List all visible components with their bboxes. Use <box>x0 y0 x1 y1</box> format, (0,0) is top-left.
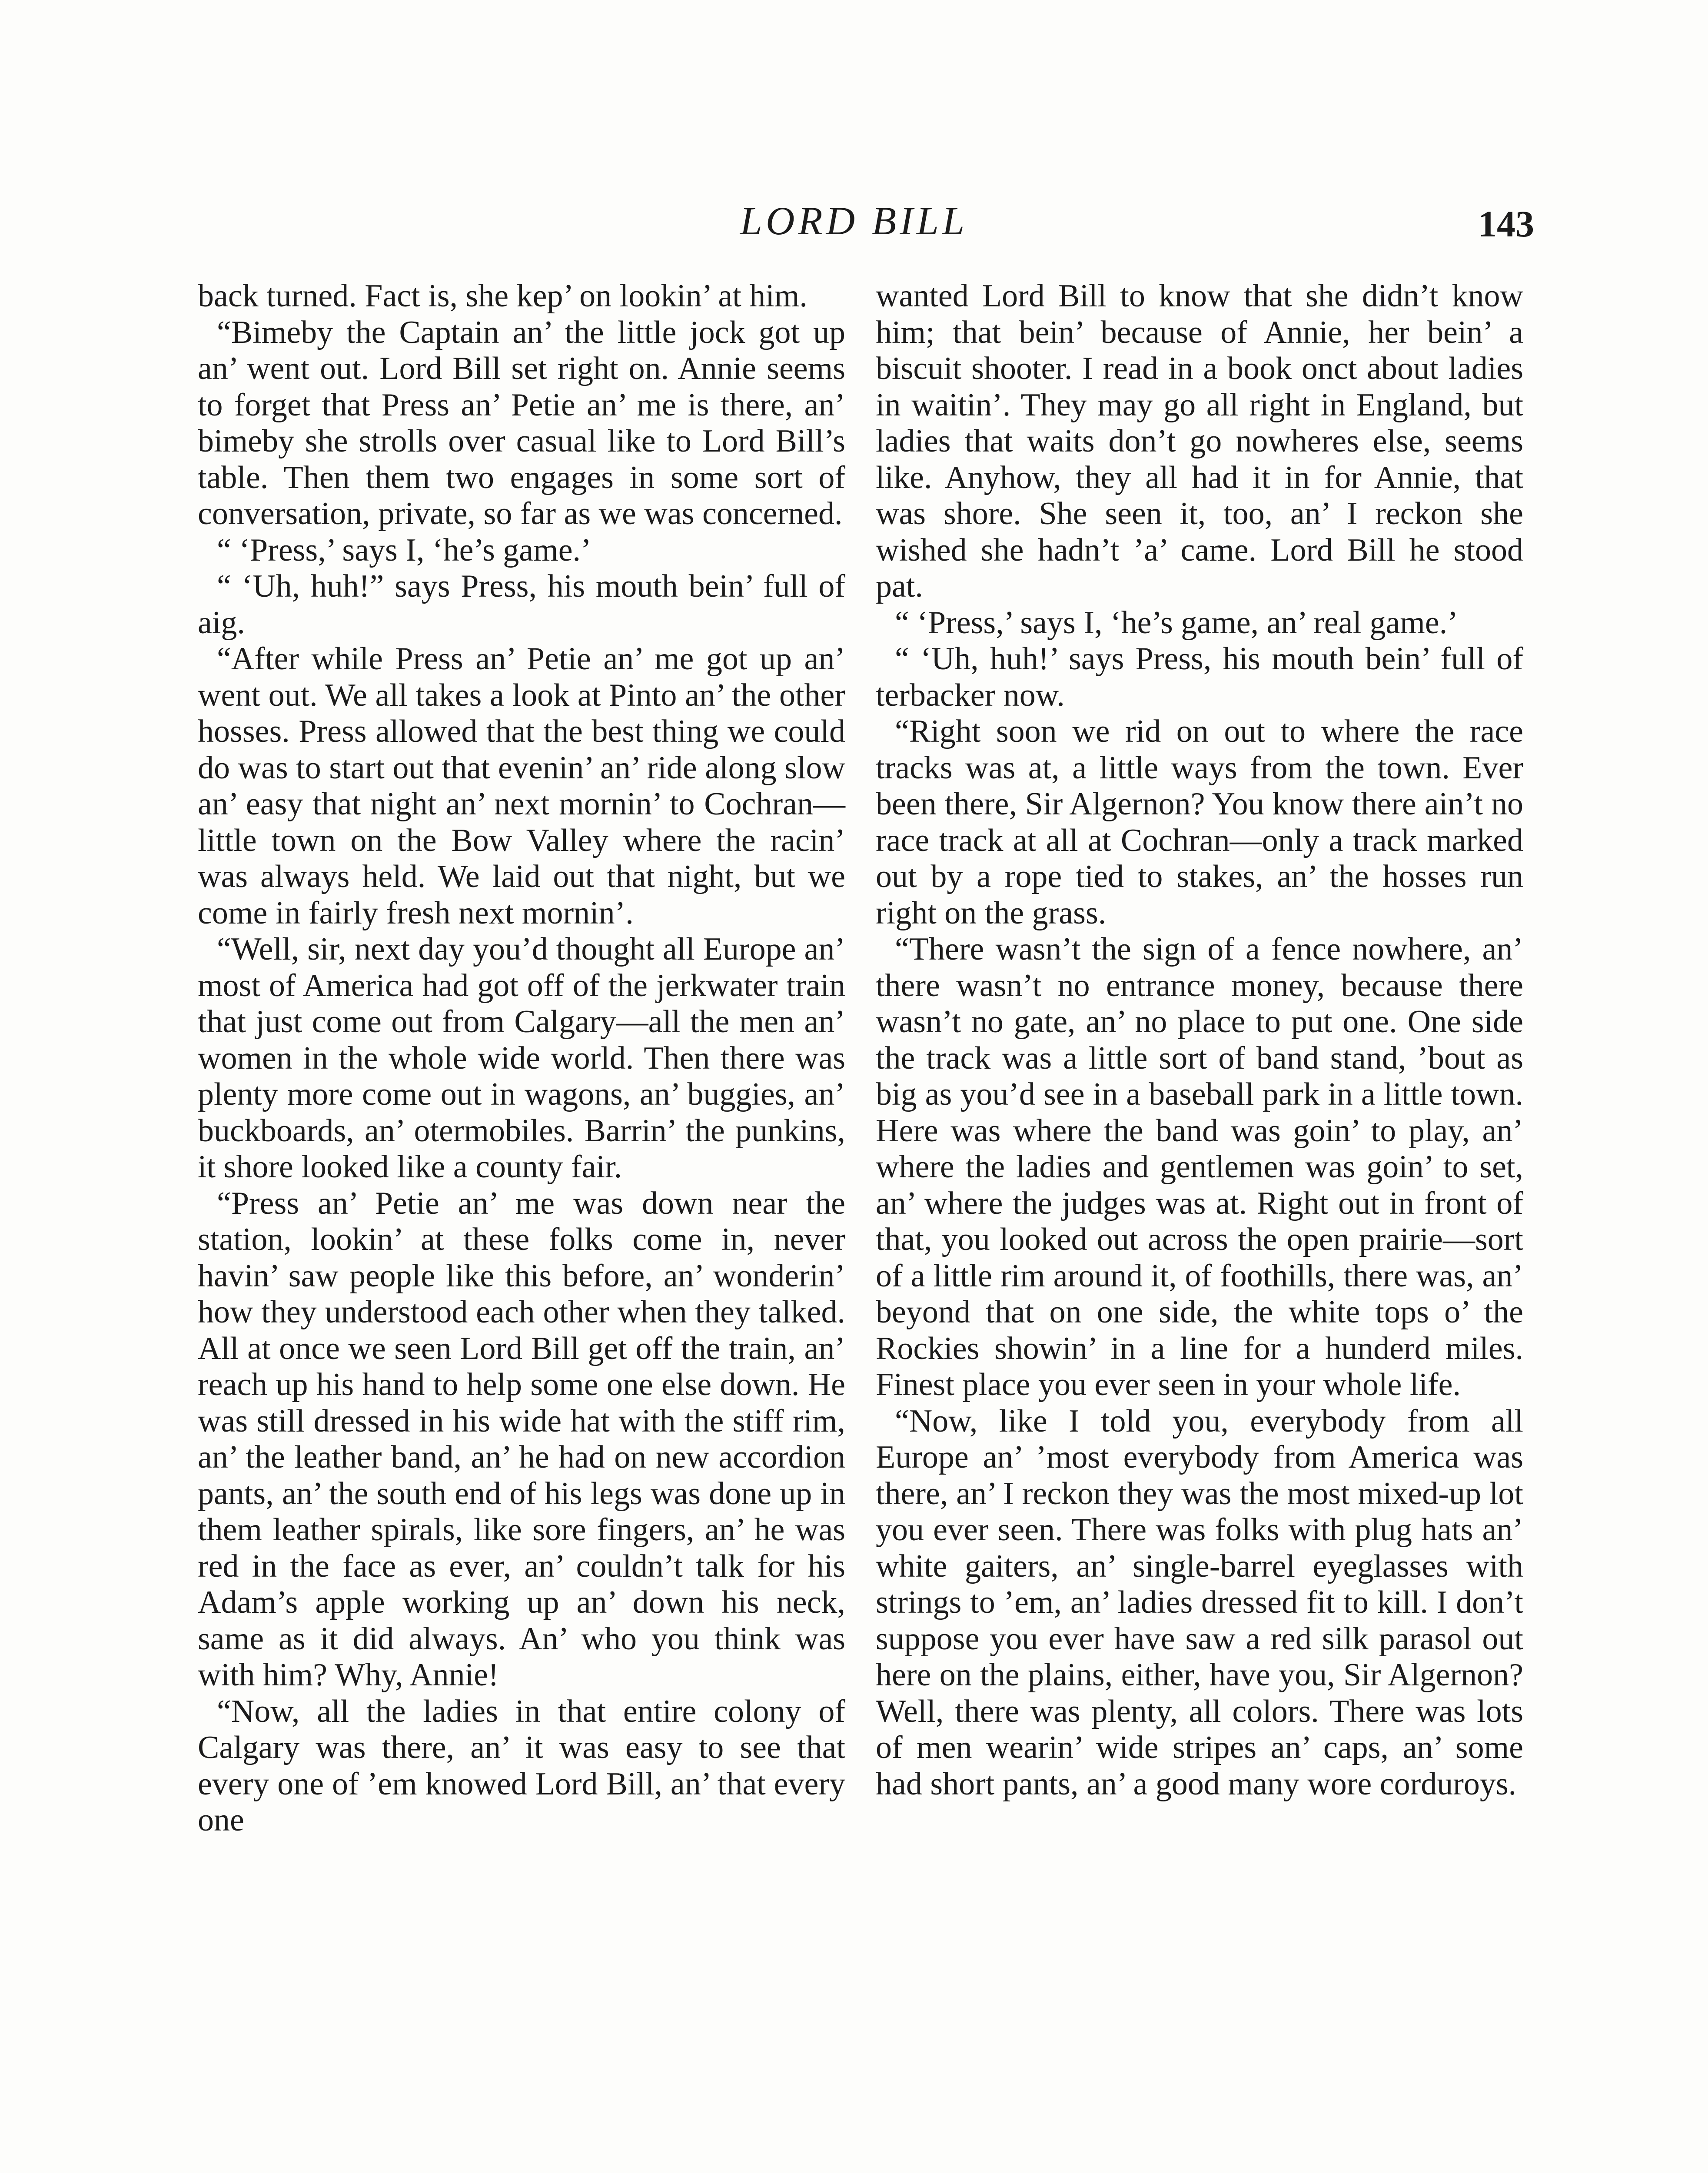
paragraph: “Right soon we rid on out to where the race tracks was at, a little ways from the town. Ever been there, Sir Algernon? You know there ain’t no race track at all at Cochran—only a track marked out by a rope tied to stakes, an’ the hosses run right on the grass. <box>876 714 1523 931</box>
paragraph: “ ‘Press,’ says I, ‘he’s game.’ <box>217 532 591 568</box>
paragraph: “After while Press an’ Petie an’ me got up an’ went out. We all takes a look at Pinto an’ the other hosses. Press allowed that the best thing we could do was to start out that evenin’ an’ ride along slow an’ easy that night an’ next mornin’ to Cochran—little town on the Bow Valley where the racin’ was always held. We laid out that night, but we come in fairly fresh next mornin’. <box>198 641 845 931</box>
right-column <box>876 278 1523 1802</box>
paragraph: wanted Lord Bill to know that she didn’t know him; that bein’ because of Annie, her bein’ a biscuit shooter. I read in a book onct about ladies in waitin’. They may go all right in England, but ladies that waits don’t go nowheres else, seems like. Anyhow, they all had it in for Annie, that was shore. She seen it, too, an’ I reckon she wished she hadn’t ’a’ came. Lord Bill he stood pat. <box>876 278 1523 604</box>
page-number: 143 <box>1478 203 1534 245</box>
paragraph: “ ‘Press,’ says I, ‘he’s game, an’ real game.’ <box>895 605 1458 641</box>
paragraph: “Now, like I told you, everybody from all Europe an’ ’most everybody from America was there, an’ I reckon they was the most mixed-up lot you ever seen. There was folks with plug hats an’ white gaiters, an’ single-barrel eyeglasses with strings to ’em, an’ ladies dressed fit to kill. I don’t suppose you ever have saw a red silk parasol out here on the plains, either, have you, Sir Algernon? Well, there was plenty, all colors. There was lots of men wearin’ wide stripes an’ caps, an’ some had short pants, an’ a good many wore corduroys. <box>876 1403 1523 1802</box>
paragraph: “There wasn’t the sign of a fence nowhere, an’ there wasn’t no entrance money, because there wasn’t no gate, an’ no place to put one. One side the track was a little sort of band stand, ’bout as big as you’d see in a baseball park in a little town. Here was where the band was goin’ to play, an’ where the ladies and gentlemen was goin’ to set, an’ where the judges was at. Right out in front of that, you looked out across the open prairie—sort of a little rim around it, of foothills, there was, an’ beyond that on one side, the white tops o’ the Rockies showin’ in a line for a hunderd miles. Finest place you ever seen in your whole life. <box>876 931 1523 1402</box>
paragraph: “Now, all the ladies in that entire colony of Calgary was there, an’ it was easy to see that every one of ’em knowed Lord Bill, an’ that every one <box>198 1693 845 1838</box>
running-title: LORD BILL <box>740 199 968 243</box>
paragraph: “Well, sir, next day you’d thought all Europe an’ most of America had got off of the jerkwater train that just come out from Calgary—all the men an’ women in the whole wide world. Then there was plenty more come out in wagons, an’ buggies, an’ buckboards, an’ otermobiles. Barrin’ the punkins, it shore looked like a county fair. <box>198 931 845 1185</box>
paragraph: “ ‘Uh, huh!’ says Press, his mouth bein’ full of terbacker now. <box>876 641 1523 713</box>
paragraph: “Press an’ Petie an’ me was down near the station, lookin’ at these folks come in, never havin’ saw people like this before, an’ wonderin’ how they understood each other when they talked. All at once we seen Lord Bill get off the train, an’ reach up his hand to help some one else down. He was still dressed in his wide hat with the stiff rim, an’ the leather band, an’ he had on new accordion pants, an’ the south end of his legs was done up in them leather spirals, like sore fingers, an’ he was red in the face as ever, an’ couldn’t talk for his Adam’s apple working up an’ down his neck, same as it did always. An’ who you think was with him? Why, Annie! <box>198 1185 845 1693</box>
paragraph: “ ‘Uh, huh!” says Press, his mouth bein’ full of aig. <box>198 568 845 641</box>
paragraph: “Bimeby the Captain an’ the little jock got up an’ went out. Lord Bill set right on. Annie seems to forget that Press an’ Petie an’ me is there, an’ bimeby she strolls over casual like to Lord Bill’s table. Then them two engages in some sort of conversation, private, so far as we was concerned. <box>198 314 845 532</box>
paragraph: back turned. Fact is, she kep’ on lookin’ at him. <box>198 278 807 314</box>
left-column <box>198 278 845 1839</box>
